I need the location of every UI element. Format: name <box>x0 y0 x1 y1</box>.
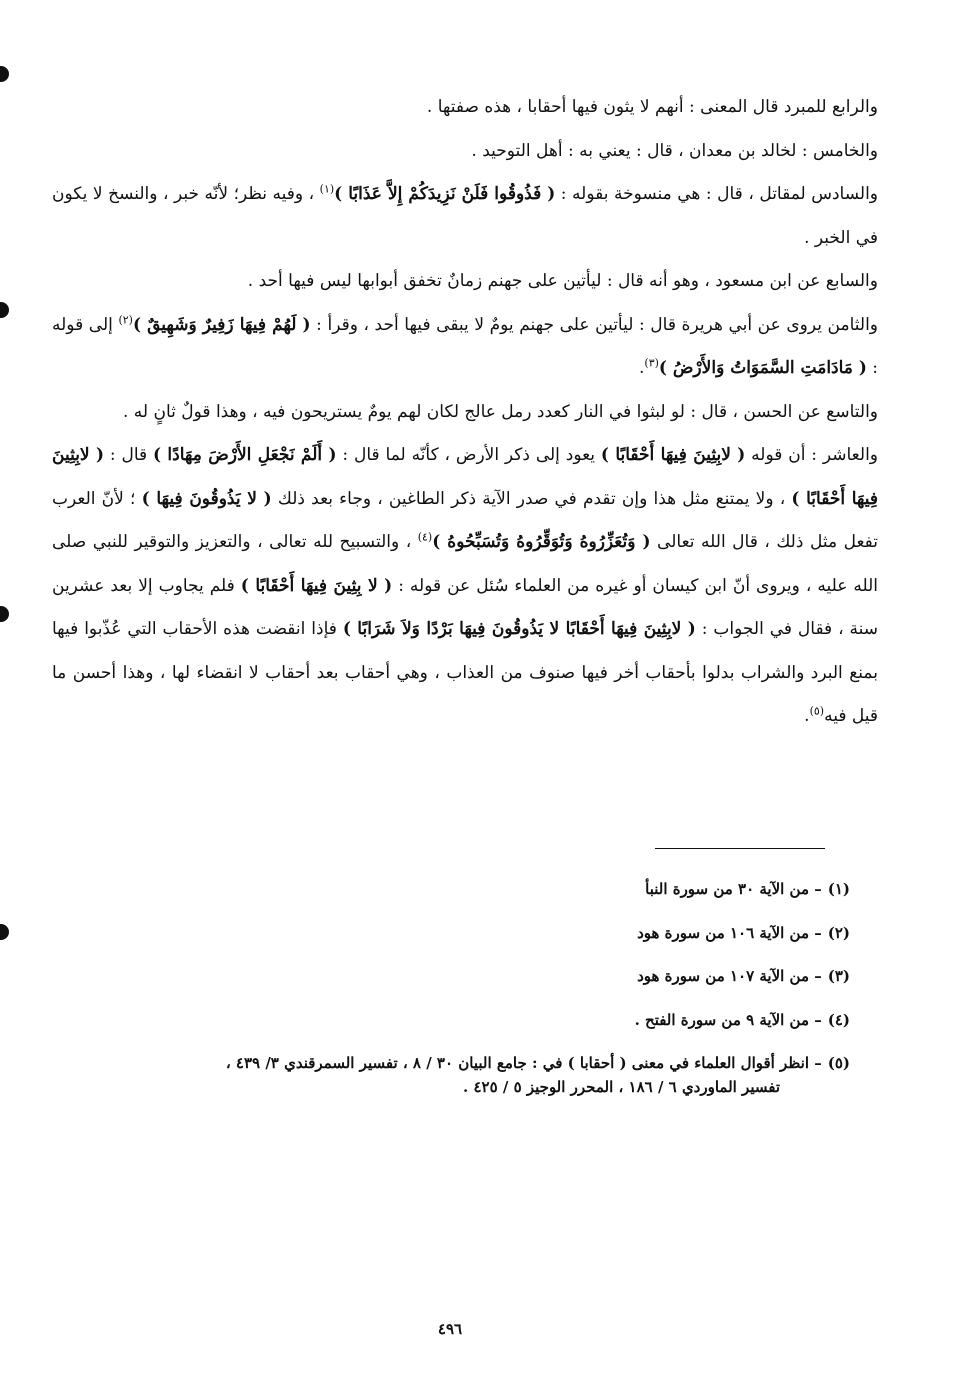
text-run: والخامس : لخالد بن معدان ، قال : يعني به : أهل التوحيد . <box>471 140 878 161</box>
text-run: والثامن يروى عن أبي هريرة قال : ليأتين على جهنم يومٌ لا يبقى فيها أحد ، وقرأ : <box>316 314 879 335</box>
footnote-ref: (٤) <box>417 530 433 544</box>
quran-quote: ( لابِثِينَ فِيهَا أَحْقَابًا ) <box>52 445 879 509</box>
paragraph <box>52 434 878 739</box>
text-run: والرابع للمبرد قال المعنى : أنهم لا يثون فيها أحقابا ، هذه صفتها . <box>426 97 878 117</box>
paragraph <box>52 173 878 260</box>
text-run: والسادس لمقاتل ، قال : هي منسوخة بقوله : <box>560 184 878 204</box>
text-run: فلم يجاوب إلا بعد عشرين سنة ، فقال في الجواب : <box>52 575 878 639</box>
footnote-item <box>52 868 850 912</box>
footnote-text: – من الآية ٣٠ من سورة النبأ <box>645 880 822 898</box>
binder-hole-mark <box>0 606 9 622</box>
paragraph <box>52 391 878 435</box>
quran-quote: ( لابِثِينَ فِيهَا أَحْقَابًا ) <box>600 445 746 465</box>
footnote-text: – من الآية ٩ من سورة الفتح . <box>634 1010 822 1029</box>
footnote-continuation: تفسير الماوردي ٦ / ١٨٦ ، المحرر الوجيز ٥ / ٤٢٥ . <box>463 1077 780 1096</box>
quran-quote: ( فَذُوقُوا فَلَنْ نَزِيدَكُمْ إِلاَّ عَذَابًا ) <box>334 184 556 204</box>
footnote-number: (١) <box>827 880 850 898</box>
text-run: ، ولا يمتنع مثل هذا وإن تقدم في صدر الآية ذكر الطاغين ، وجاء بعد ذلك <box>277 488 786 509</box>
footnote-number: (٥) <box>827 1054 850 1072</box>
main-text <box>52 86 878 739</box>
footnote-item <box>52 955 850 999</box>
page-number: ٤٩٦ <box>437 1320 463 1338</box>
paragraph <box>52 304 878 391</box>
binder-hole-mark <box>0 66 9 82</box>
text-run: فإذا انقضت هذه الأحقاب التي عُذّبوا فيها بمنع البرد والشراب بدلوا بأحقاب أخر فيها صنوف من العذاب ، وهي أحقاب بعد أحقاب لا انقضاء لها ، وهذا أحسن ما قيل فيه <box>52 619 878 726</box>
quran-quote: ( لا بِثِينَ فِيهَا أَحْقَابًا ) <box>240 575 393 596</box>
quran-quote: ( مَادَامَتِ السَّمَوَاتُ وَالأَرْضُ ) <box>658 358 867 378</box>
paragraph <box>52 130 878 174</box>
footnote-number: (٢) <box>827 923 850 942</box>
text-run: ، وفيه نظر؛ لأنّه خبر ، والنسخ لا يكون في الخبر . <box>52 184 878 248</box>
footnote-item <box>52 912 850 956</box>
quran-quote: ( لا يَذُوقُونَ فِيهَا ) <box>141 488 272 509</box>
quran-quote: ( لَهُمْ فِيهَا زَفِيرٌ وَشَهِيقٌ ) <box>132 314 311 335</box>
text-run: والتاسع عن الحسن ، قال : لو لبثوا في النار كعدد رمل عالج لكان لهم يومٌ يستريحون فيه ، وهذا قولٌ ثانٍ له . <box>122 401 878 422</box>
footnote-separator <box>655 848 825 849</box>
footnote-text: – انظر أقوال العلماء في معنى ( أحقابا ) في : جامع البيان ٣٠ / ٨ ، تفسير السمرقندي ٣/ ٤٣٩ ، <box>225 1054 822 1072</box>
footnote-number: (٣) <box>827 967 850 985</box>
quran-quote: ( وَتُعَزِّرُوهُ وَتُوَقِّرُوهُ وَتُسَبِّحُوهُ ) <box>432 532 651 552</box>
footnote-text: – من الآية ١٠٧ من سورة هود <box>637 967 822 985</box>
text-run: ، والتسبيح لله تعالى ، والتعزيز والتوقير للنبي صلى الله عليه ، ويروى أنّ ابن كيسان أو غيره من العلماء سُئل عن قوله : <box>52 532 878 596</box>
footnote-ref: (٥) <box>809 704 825 718</box>
footnotes <box>52 868 850 1098</box>
text-run: قال : <box>109 445 148 465</box>
text-run: إلى قوله : <box>52 314 878 378</box>
footnote-item <box>52 999 850 1043</box>
footnote-ref: (١) <box>319 182 335 196</box>
binder-hole-mark <box>0 924 9 940</box>
text-run: . <box>639 358 645 378</box>
paragraph <box>52 260 878 304</box>
quran-quote: ( لابِثِينَ فِيهَا أَحْقَابًا لا يَذُوقُونَ فِيهَا بَرْدًا وَلاَ شَرَابًا ) <box>342 619 696 639</box>
footnote-ref: (٢) <box>118 312 133 326</box>
footnote-text: – من الآية ١٠٦ من سورة هود <box>637 923 822 942</box>
text-run: . <box>804 706 810 726</box>
text-run: ؛ لأنّ العرب تفعل مثل ذلك ، قال الله تعالى <box>52 488 878 552</box>
paragraph <box>52 86 878 130</box>
quran-quote: ( أَلَمْ نَجْعَلِ الأَرْضَ مِهَادًا ) <box>153 445 337 465</box>
text-run: يعود إلى ذكر الأرض ، كأنّه لما قال : <box>342 445 596 465</box>
text-run: والسابع عن ابن مسعود ، وهو أنه قال : ليأتين على جهنم زمانٌ تخفق أبوابها ليس فيها أحد . <box>247 271 878 291</box>
footnote-number: (٤) <box>827 1010 850 1029</box>
text-run: والعاشر : أن قوله <box>751 445 878 465</box>
footnote-ref: (٣) <box>644 356 659 370</box>
binder-hole-mark <box>0 302 9 318</box>
